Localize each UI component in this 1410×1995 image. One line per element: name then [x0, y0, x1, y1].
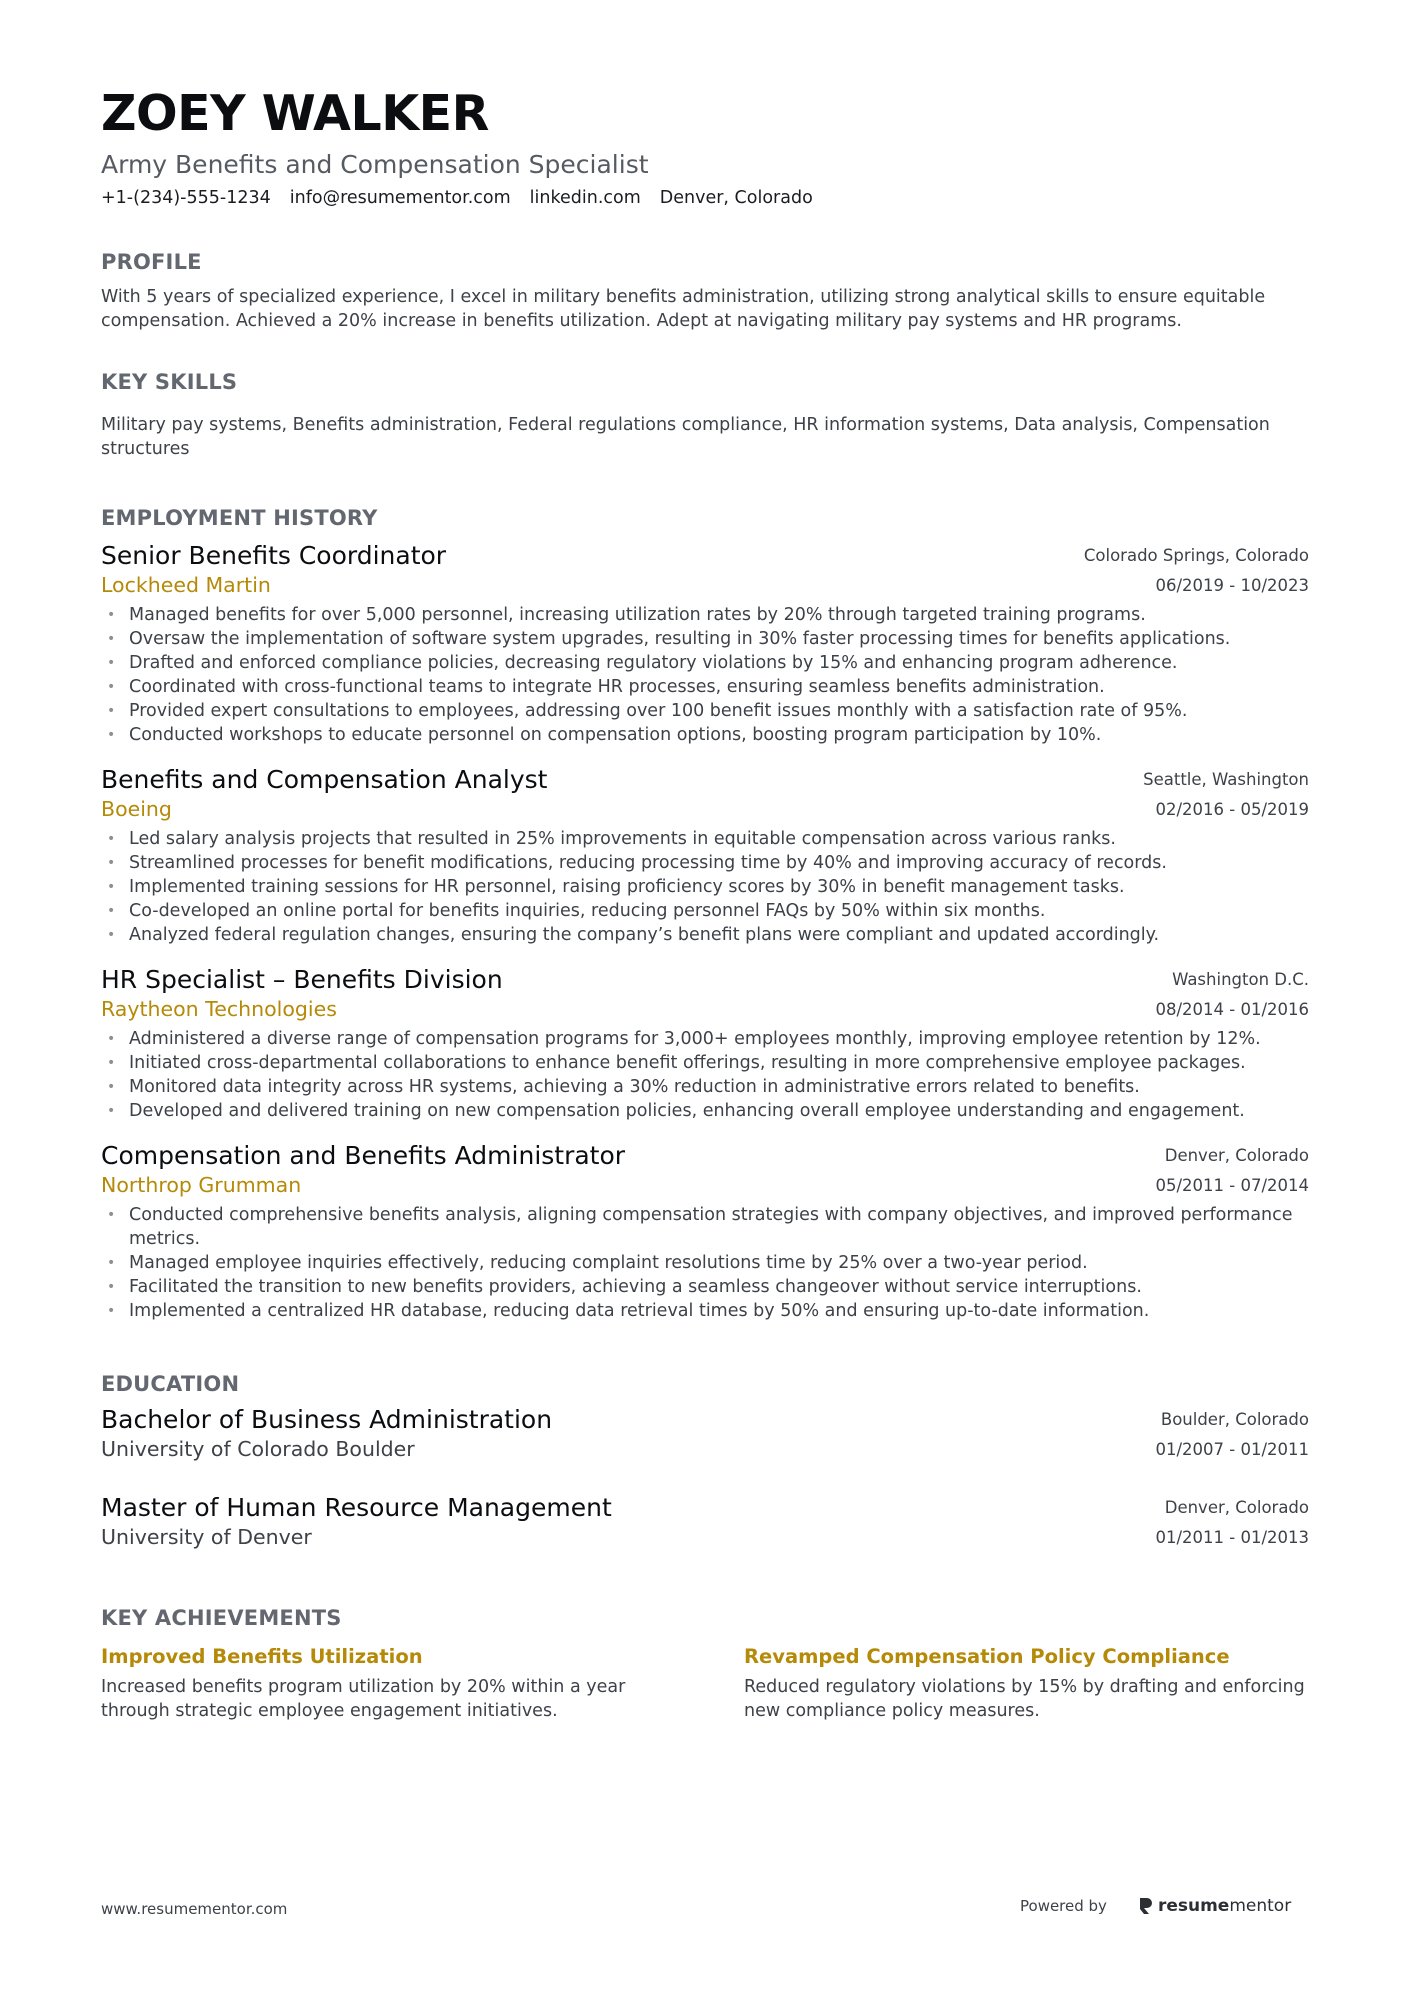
bullet-text: Managed employee inquiries effectively, reducing complaint resolutions time by 25% over a two-year period.	[129, 1253, 1088, 1273]
education-section	[101, 1371, 1309, 1553]
job-location: Colorado Springs, Colorado	[1083, 546, 1309, 565]
job-bullets	[101, 603, 1309, 747]
job-entry	[101, 1141, 1309, 1323]
job-dates: 05/2011 - 07/2014	[1155, 1176, 1309, 1195]
job-bullets	[101, 1027, 1309, 1123]
job-bullet: • Initiated cross-departmental collaborations to enhance benefit offerings, resulting in more comprehensive employee packages.	[107, 1053, 1246, 1073]
education-location: Denver, Colorado	[1164, 1498, 1309, 1517]
job-bullet: • Provided expert consultations to employees, addressing over 100 benefit issues monthly with a satisfaction rate of 95%.	[107, 701, 1188, 721]
bullet-text: Analyzed federal regulation changes, ensuring the company’s benefit plans were compliant and updated accordingly.	[129, 925, 1160, 945]
footer-website[interactable]: www.resumementor.com	[101, 1900, 288, 1918]
bullet-text: Administered a diverse range of compensation programs for 3,000+ employees monthly, improving employee retention by 12%.	[129, 1029, 1261, 1049]
brand-bold: resume	[1157, 1896, 1230, 1916]
job-bullet: • Conducted workshops to educate personnel on compensation options, boosting program participation by 10%.	[107, 725, 1102, 745]
bullet-text: Monitored data integrity across HR systems, achieving a 30% reduction in administrative errors related to benefits.	[129, 1077, 1140, 1097]
education-degree: Bachelor of Business Administration	[101, 1405, 553, 1434]
footer-branding	[1020, 1896, 1291, 1916]
job-bullet: • Streamlined processes for benefit modifications, reducing processing time by 40% and improving accuracy of records.	[107, 853, 1167, 873]
achievement-text: Reduced regulatory violations by 15% by drafting and enforcing new compliance policy measures.	[744, 1677, 1305, 1721]
profile-heading: PROFILE	[101, 250, 202, 274]
job-role: Senior Benefits Coordinator	[101, 541, 447, 570]
job-bullet: • Analyzed federal regulation changes, ensuring the company’s benefit plans were compliant and updated accordingly.	[107, 925, 1160, 945]
education-degree: Master of Human Resource Management	[101, 1493, 612, 1522]
job-location: Denver, Colorado	[1164, 1146, 1309, 1165]
job-role: Compensation and Benefits Administrator	[101, 1141, 626, 1170]
contact-email: info@resumementor.com	[289, 188, 511, 208]
achievement-title: Improved Benefits Utilization	[101, 1645, 423, 1668]
profile-text: With 5 years of specialized experience, I excel in military benefits administration, utilizing strong analytical skills to ensure equitable compensation. Achieved a 20% increase in benefits utilization. Adept at navigating military pay systems and HR programs.	[101, 287, 1266, 331]
candidate-title: Army Benefits and Compensation Specialist	[101, 150, 649, 179]
education-dates: 01/2011 - 01/2013	[1155, 1528, 1309, 1547]
bullet-text: Conducted workshops to educate personnel on compensation options, boosting program participation by 10%.	[129, 725, 1102, 745]
bullet-text: Led salary analysis projects that resulted in 25% improvements in equitable compensation across various ranks.	[129, 829, 1116, 849]
skills-section	[101, 369, 1309, 461]
education-heading: EDUCATION	[101, 1372, 240, 1396]
resume-header	[101, 85, 1309, 211]
job-bullet: • Led salary analysis projects that resulted in 25% improvements in equitable compensation across various ranks.	[107, 829, 1116, 849]
bullet-text: Coordinated with cross-functional teams to integrate HR processes, ensuring seamless benefits administration.	[129, 677, 1105, 697]
resume-page	[101, 85, 1309, 1723]
achievement-title: Revamped Compensation Policy Compliance	[744, 1645, 1230, 1668]
job-entry	[101, 541, 1309, 747]
bullet-text: Facilitated the transition to new benefits providers, achieving a seamless changeover without service interruptions.	[129, 1277, 1142, 1297]
education-location: Boulder, Colorado	[1160, 1410, 1309, 1429]
job-role: HR Specialist – Benefits Division	[101, 965, 503, 994]
job-bullet: • Drafted and enforced compliance policies, decreasing regulatory violations by 15% and enhancing program adherence.	[107, 653, 1178, 673]
job-bullet: • Facilitated the transition to new benefits providers, achieving a seamless changeover without service interruptions.	[107, 1277, 1142, 1297]
contact-phone: +1-(234)-555-1234	[101, 188, 271, 208]
bullet-text: Implemented training sessions for HR personnel, raising proficiency scores by 30% in benefit management tasks.	[129, 877, 1125, 897]
bullet-text: Streamlined processes for benefit modifications, reducing processing time by 40% and improving accuracy of records.	[129, 853, 1167, 873]
education-school: University of Colorado Boulder	[101, 1437, 415, 1461]
job-location: Seattle, Washington	[1143, 770, 1309, 789]
job-bullet: • Implemented training sessions for HR personnel, raising proficiency scores by 30% in benefit management tasks.	[107, 877, 1125, 897]
job-bullet: • Implemented a centralized HR database, reducing data retrieval times by 50% and ensuring up-to-date information.	[107, 1301, 1150, 1321]
job-bullet: • Coordinated with cross-functional teams to integrate HR processes, ensuring seamless benefits administration.	[107, 677, 1105, 697]
job-company: Lockheed Martin	[101, 573, 271, 597]
contact-location: Denver, Colorado	[659, 188, 813, 208]
job-role: Benefits and Compensation Analyst	[101, 765, 548, 794]
achievements-heading: KEY ACHIEVEMENTS	[101, 1606, 342, 1630]
job-company: Northrop Grumman	[101, 1173, 302, 1197]
bullet-text: Managed benefits for over 5,000 personnel, increasing utilization rates by 20% through targeted training programs.	[129, 605, 1146, 625]
job-bullets	[101, 827, 1309, 947]
job-company: Boeing	[101, 797, 172, 821]
job-bullet: • Monitored data integrity across HR systems, achieving a 30% reduction in administrative errors related to benefits.	[107, 1077, 1140, 1097]
candidate-name: ZOEY WALKER	[101, 85, 489, 142]
bullet-text: Conducted comprehensive benefits analysis, aligning compensation strategies with company objectives, and improved performance metrics.	[129, 1205, 1293, 1249]
achievements-section	[101, 1605, 1309, 1723]
brand-logo[interactable]	[1137, 1896, 1291, 1916]
job-entry	[101, 765, 1309, 947]
bullet-text: Oversaw the implementation of software system upgrades, resulting in 30% faster processing times for benefits applications.	[129, 629, 1231, 649]
job-bullet: • Administered a diverse range of compensation programs for 3,000+ employees monthly, improving employee retention by 12%.	[107, 1029, 1261, 1049]
job-entry	[101, 965, 1309, 1123]
job-bullet: • Managed employee inquiries effectively, reducing complaint resolutions time by 25% over a two-year period.	[107, 1253, 1088, 1273]
job-dates: 02/2016 - 05/2019	[1155, 800, 1309, 819]
job-location: Washington D.C.	[1172, 970, 1309, 989]
bullet-text: Implemented a centralized HR database, reducing data retrieval times by 50% and ensuring up-to-date information.	[129, 1301, 1150, 1321]
bullet-text: Drafted and enforced compliance policies, decreasing regulatory violations by 15% and enhancing program adherence.	[129, 653, 1178, 673]
job-dates: 08/2014 - 01/2016	[1155, 1000, 1309, 1019]
job-bullets	[101, 1203, 1309, 1323]
achievement-text: Increased benefits program utilization by 20% within a year through strategic employee engagement initiatives.	[101, 1677, 626, 1721]
bullet-text: Initiated cross-departmental collaborations to enhance benefit offerings, resulting in more comprehensive employee packages.	[129, 1053, 1246, 1073]
job-company: Raytheon Technologies	[101, 997, 337, 1021]
job-bullet: • Conducted comprehensive benefits analysis, aligning compensation strategies with company objectives, and improved performance metrics.	[107, 1205, 1293, 1249]
job-bullet: • Managed benefits for over 5,000 personnel, increasing utilization rates by 20% through targeted training programs.	[107, 605, 1146, 625]
contact-line	[101, 185, 1309, 211]
skills-text: Military pay systems, Benefits administration, Federal regulations compliance, HR information systems, Data analysis, Compensation structures	[101, 415, 1270, 459]
skills-heading: KEY SKILLS	[101, 370, 238, 394]
employment-section	[101, 505, 1309, 1323]
employment-heading: EMPLOYMENT HISTORY	[101, 506, 378, 530]
education-dates: 01/2007 - 01/2011	[1155, 1440, 1309, 1459]
job-bullet: • Developed and delivered training on new compensation policies, enhancing overall employee understanding and engagement.	[107, 1101, 1245, 1121]
brand-rest: mentor	[1229, 1896, 1292, 1916]
achievement-item	[744, 1643, 1309, 1723]
achievement-item	[101, 1643, 666, 1723]
job-dates: 06/2019 - 10/2023	[1155, 576, 1309, 595]
job-bullet: • Oversaw the implementation of software system upgrades, resulting in 30% faster processing times for benefits applications.	[107, 629, 1231, 649]
education-school: University of Denver	[101, 1525, 312, 1549]
job-bullet: • Co-developed an online portal for benefits inquiries, reducing personnel FAQs by 50% within six months.	[107, 901, 1046, 921]
contact-linkedin: linkedin.com	[529, 188, 641, 208]
education-entry	[101, 1405, 1309, 1465]
education-entry	[101, 1493, 1309, 1553]
powered-by-text: Powered by	[1020, 1897, 1107, 1915]
bullet-text: Co-developed an online portal for benefits inquiries, reducing personnel FAQs by 50% within six months.	[129, 901, 1046, 921]
profile-section	[101, 249, 1309, 333]
bullet-text: Provided expert consultations to employees, addressing over 100 benefit issues monthly with a satisfaction rate of 95%.	[129, 701, 1188, 721]
bullet-text: Developed and delivered training on new compensation policies, enhancing overall employee understanding and engagement.	[129, 1101, 1245, 1121]
resumementor-logo-icon	[1137, 1896, 1153, 1916]
